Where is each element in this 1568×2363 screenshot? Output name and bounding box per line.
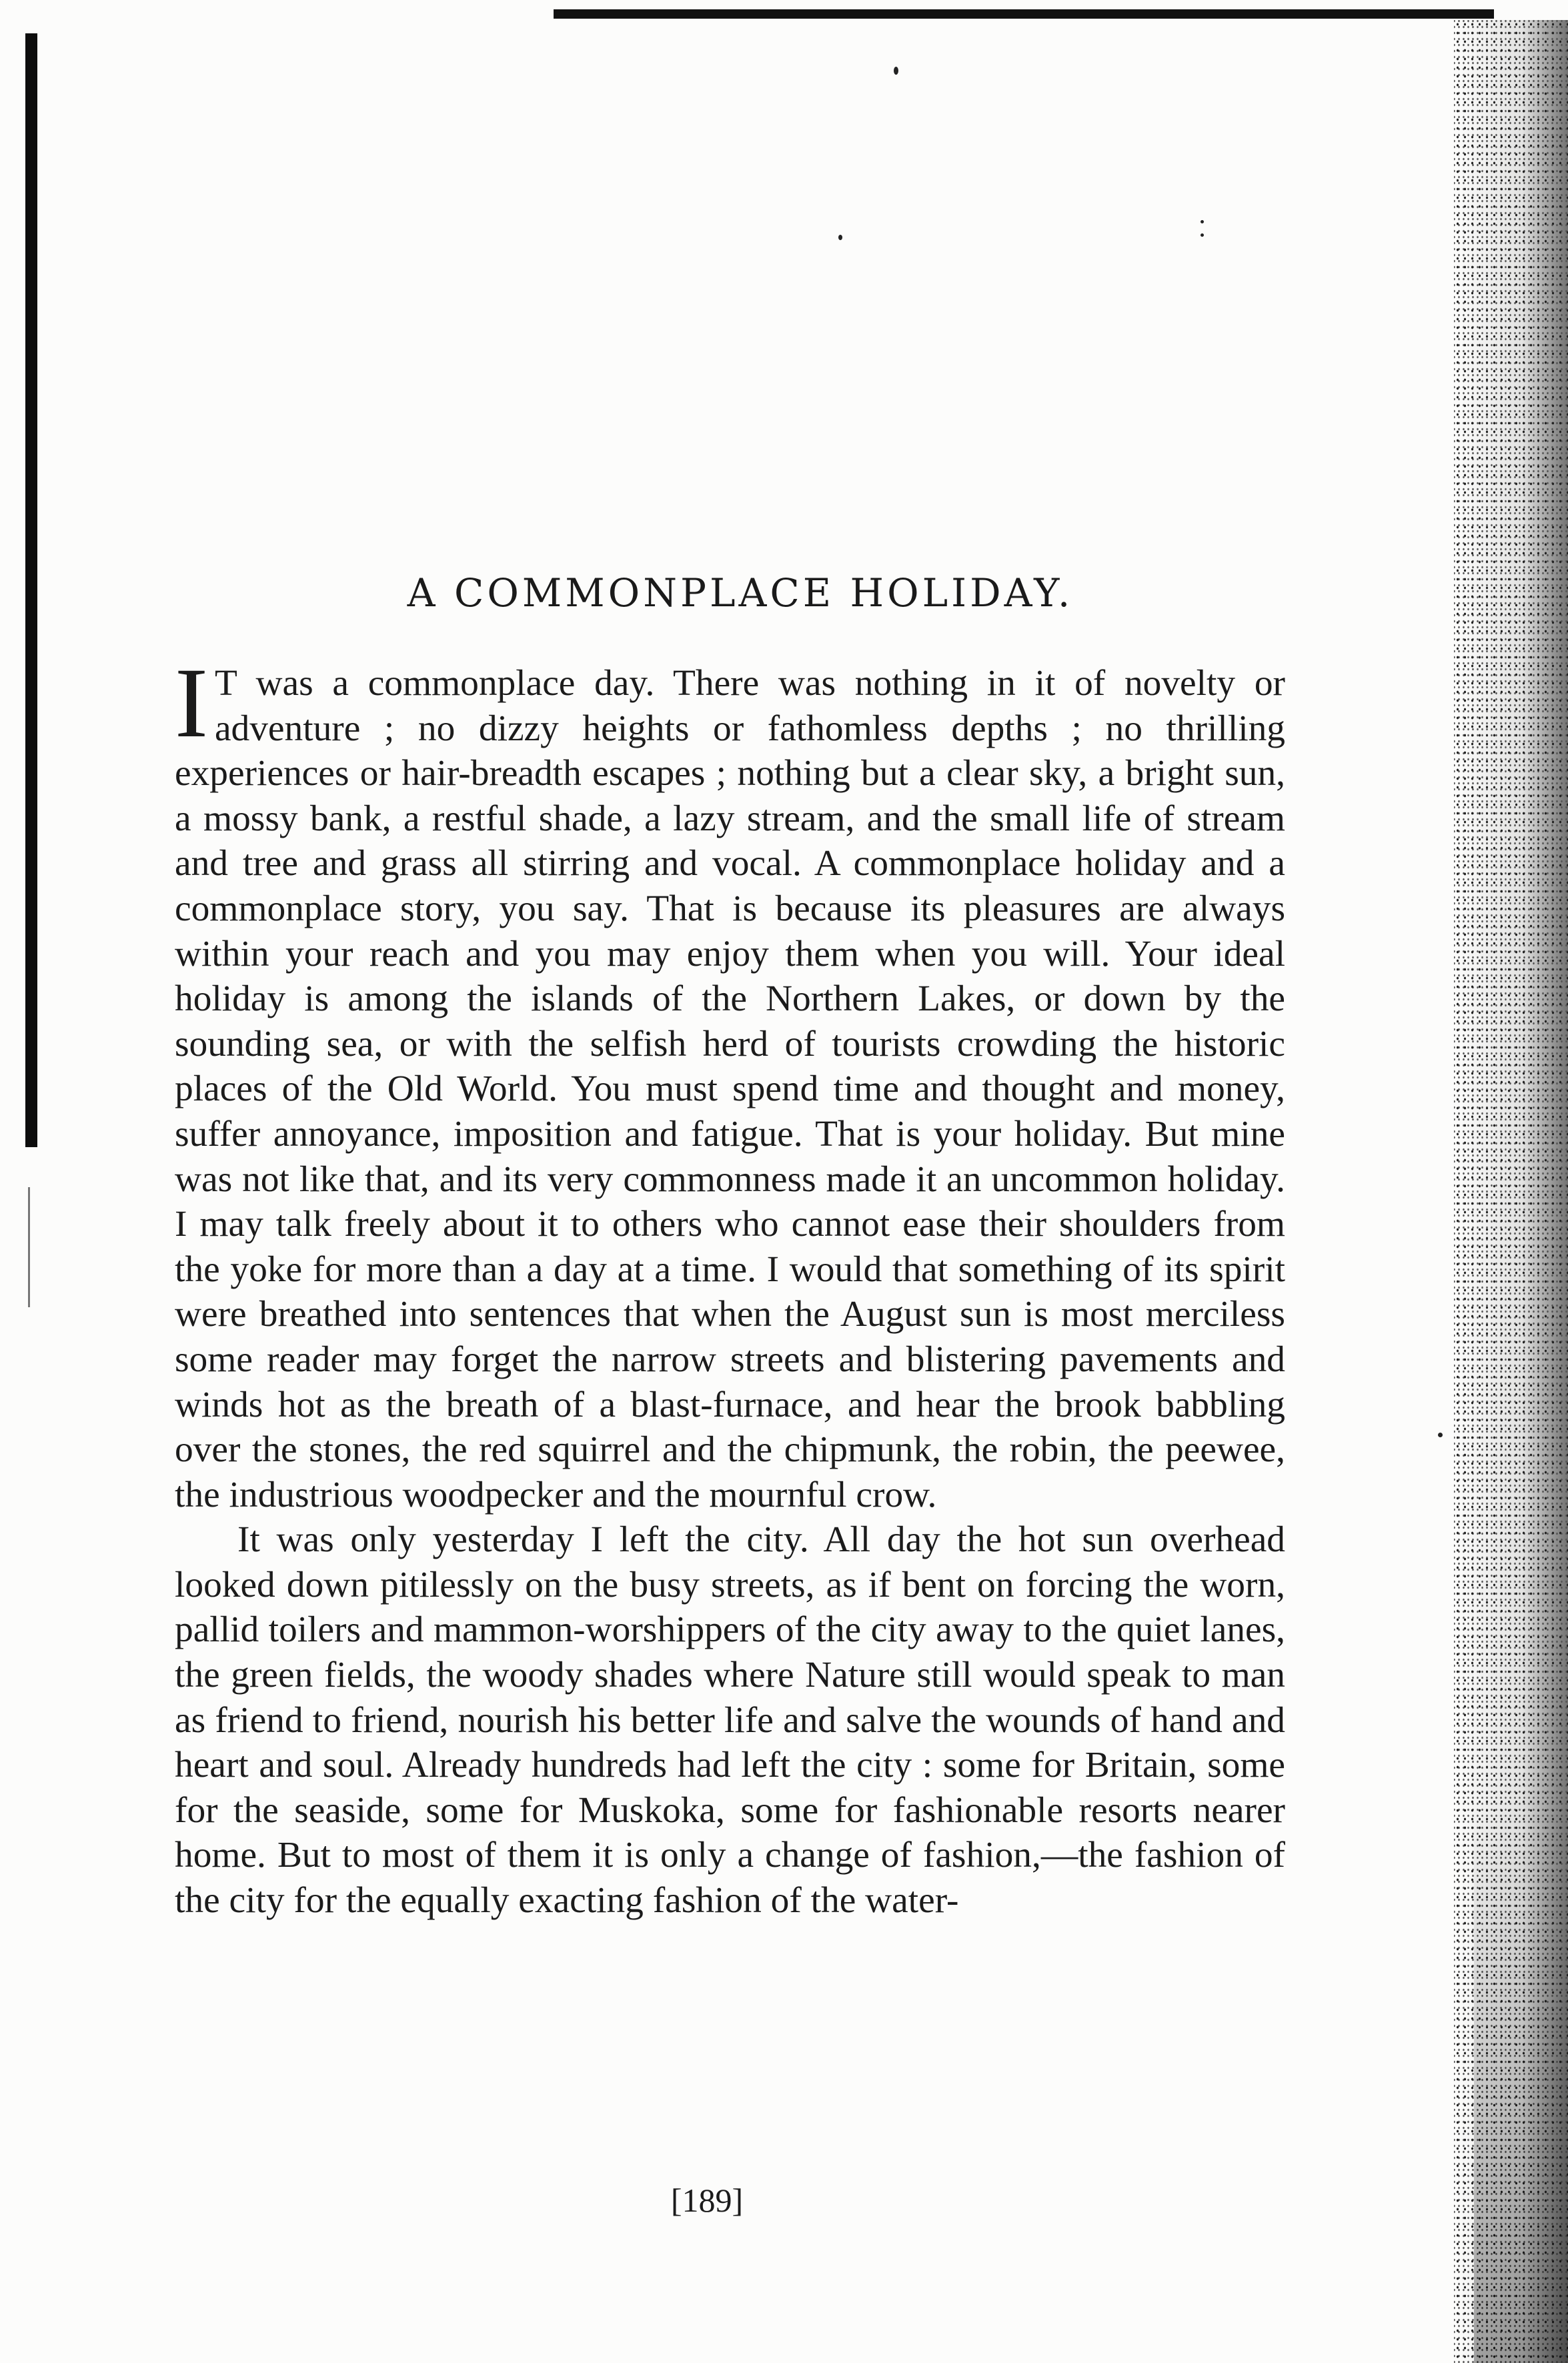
paragraph-2: It was only yesterday I left the city. All day the hot sun overhead looked down pitilessly on the busy streets, as if bent on forcing the worn, pallid toilers and mammon-worshippers of the city away to the quiet lanes, the green fields, the woody shades where Nature still would speak to man as friend to friend, nourish his better life and salve the wounds of hand and heart and soul. Already hundreds had left the city : some for Britain, some for the seaside, some for Muskoka, some for fashionable resorts nearer home. But to most of them it is only a change of fashion,—the fashion of the city for the equally exacting fashion of the water- [175, 1519, 1285, 1921]
body-text [175, 648, 1285, 1923]
right-page-gutter-dark [1474, 1801, 1568, 2363]
paragraph-1 [175, 648, 1285, 1517]
print-speck [1201, 233, 1204, 237]
drop-cap: I [175, 648, 208, 758]
left-binding-edge-faint [28, 1187, 30, 1307]
print-speck [894, 67, 898, 75]
page-number: [189] [670, 2182, 744, 2219]
paragraph-1-text: T was a commonplace day. There was nothing in it of novelty or adventure ; no dizzy heights or fathomless depths ; no thrilling experiences or hair-breadth escapes ; nothing but a clear sky, a bright sun, a mossy bank, a restful shade, a lazy stream, and the small life of stream and tree and grass all stirring and vocal. A commonplace holiday and a commonplace story, you say. That is because its pleasures are always within your reach and you may enjoy them when you will. Your ideal holiday is among the islands of the Northern Lakes, or down by the sounding sea, or with the selfish herd of tourists crowding the historic places of the Old World. You must spend time and thought and money, suffer annoyance, imposition and fatigue. That is your holiday. But mine was not like that, and its very commonness made it an uncommon holiday. I may talk freely about it to others who cannot ease their shoulders from the yoke for more than a day at a time. I would that something of its spirit were breathed into sentences that when the August sun is most merciless some reader may forget the narrow streets and blistering pavements and winds hot as the breath of a blast-furnace, and hear the brook babbling over the stones, the red squirrel and the chipmunk, the robin, the peewee, the industrious woodpecker and the mournful crow. [175, 662, 1285, 1515]
print-speck [1438, 1433, 1443, 1437]
top-edge-rule [554, 9, 1494, 19]
chapter-title: A COMMONPLACE HOLIDAY. [407, 570, 1074, 616]
left-binding-edge [25, 33, 37, 1147]
print-speck [838, 235, 842, 240]
print-speck [1201, 220, 1204, 223]
